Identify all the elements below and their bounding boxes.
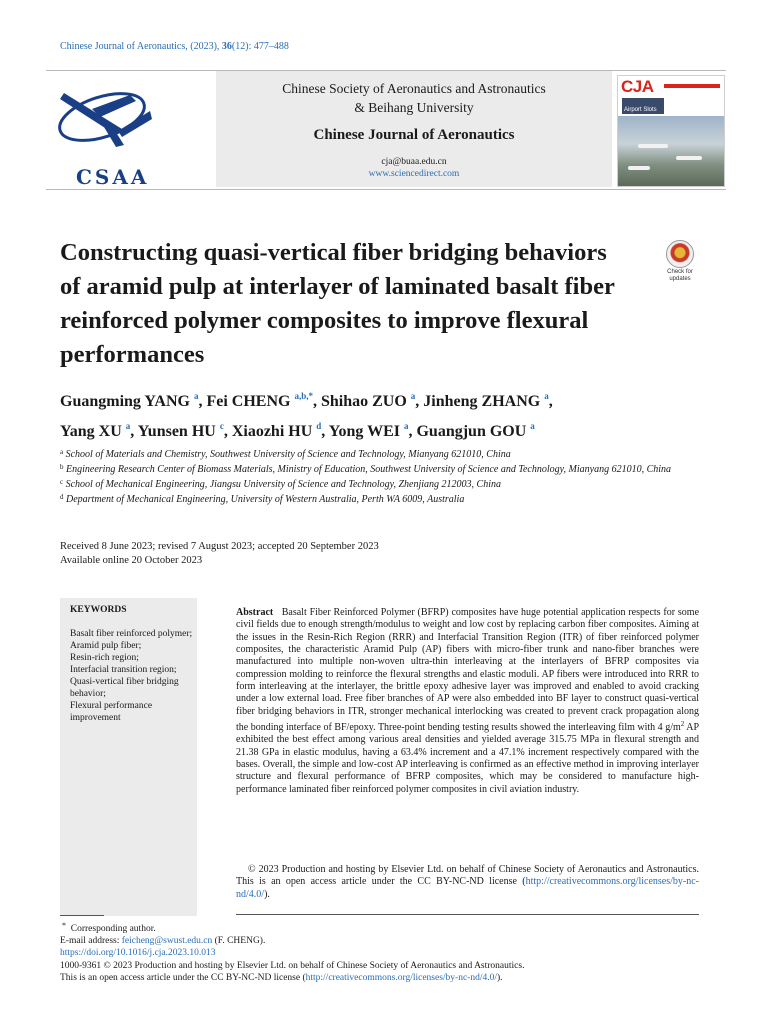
- cover-subtitle: Airport Slots: [624, 107, 657, 113]
- check-updates-label: [660, 269, 700, 283]
- license-line-start: This is an open access article under the CC BY-NC-ND license (: [60, 972, 306, 983]
- cover-subtitle-box: [622, 98, 664, 114]
- email-label: E-mail address:: [60, 936, 122, 947]
- keywords-list: [70, 628, 196, 724]
- author-separator: ,: [321, 423, 329, 440]
- author-separator: ,: [548, 393, 553, 410]
- footer-license-link[interactable]: http://creativecommons.org/licenses/by-nc-nd/4.0/: [305, 972, 497, 983]
- journal-name: Chinese Journal of Aeronautics: [313, 127, 515, 143]
- author-name[interactable]: Yong WEI: [328, 423, 400, 440]
- footnote-divider: [60, 915, 104, 916]
- affiliation-text: Engineering Research Center of Biomass Materials, Ministry of Education, Southwest University of Science and Technology, Mianyang 621010, China: [66, 464, 672, 475]
- author-name[interactable]: Guangjun GOU: [416, 423, 527, 440]
- affiliation-key: b: [60, 463, 64, 471]
- author-affiliation-marker[interactable]: a: [403, 421, 409, 431]
- author-list: [60, 384, 700, 444]
- abstract-superscript: 2: [680, 720, 685, 729]
- article-dates: [60, 540, 379, 568]
- email-note: [60, 935, 700, 947]
- footnotes: [60, 920, 700, 984]
- affiliation-item: [60, 491, 680, 506]
- author-separator: ,: [415, 393, 424, 410]
- journal-info-panel: [216, 71, 612, 187]
- cover-plane-icon: [676, 156, 702, 160]
- author-affiliation-marker[interactable]: a: [193, 391, 199, 401]
- keyword-item: Resin-rich region;: [70, 653, 139, 663]
- asterisk-marker: *: [60, 921, 66, 930]
- society-line-2: & Beihang University: [354, 100, 474, 115]
- abstract-label: Abstract: [236, 607, 274, 618]
- email-author-name: (F. CHENG).: [212, 936, 266, 947]
- aircraft-emblem-icon: [52, 75, 160, 165]
- abstract-divider: [236, 914, 699, 915]
- citation-journal: Chinese Journal of Aeronautics, (2023),: [60, 41, 222, 52]
- journal-header: [46, 70, 726, 190]
- cover-title: CJA: [621, 77, 654, 96]
- affiliation-text: School of Materials and Chemistry, Southwest University of Science and Technology, Mianyang 621010, China: [65, 449, 511, 460]
- keyword-item: Quasi-vertical fiber bridging behavior;: [70, 677, 179, 699]
- affiliation-key: c: [60, 478, 64, 486]
- keyword-item: Basalt fiber reinforced polymer;: [70, 629, 193, 639]
- keywords-panel: [60, 598, 197, 916]
- citation-issue-pages: (12): 477–488: [231, 41, 289, 52]
- keyword-item: Interfacial transition region;: [70, 665, 177, 675]
- corresponding-author-note: [60, 920, 700, 935]
- author-name[interactable]: Guangming YANG: [60, 393, 190, 410]
- author-name[interactable]: Fei CHENG: [206, 393, 291, 410]
- abstract: [236, 607, 699, 796]
- author-name[interactable]: Yunsen HU: [137, 423, 216, 440]
- author-affiliation-marker[interactable]: a,b,*: [294, 391, 313, 401]
- author-email-link[interactable]: feicheng@swust.edu.cn: [121, 936, 213, 947]
- author-separator: ,: [223, 423, 232, 440]
- keyword-item: Aramid pulp fiber;: [70, 641, 142, 651]
- check-for-updates-button[interactable]: [660, 240, 700, 282]
- author-name[interactable]: Yang XU: [60, 423, 122, 440]
- cover-plane-icon: [628, 166, 650, 170]
- society-line-1: Chinese Society of Aeronautics and Astronautics: [282, 81, 546, 96]
- author-affiliation-marker[interactable]: a: [530, 421, 535, 431]
- article-title: Constructing quasi-vertical fiber bridging behaviors of aramid pulp at interlayer of laminated basalt fiber reinforced polymer composites to improve flexural performances: [60, 239, 615, 368]
- affiliation-text: Department of Mechanical Engineering, University of Western Australia, Perth WA 6009, Australia: [66, 494, 465, 505]
- keywords-title: KEYWORDS: [70, 605, 127, 615]
- license-line: [60, 972, 700, 984]
- affiliation-list: [60, 446, 680, 506]
- author-affiliation-marker[interactable]: a: [125, 421, 131, 431]
- journal-email[interactable]: cja@buaa.edu.cn: [381, 157, 447, 167]
- doi-link[interactable]: https://doi.org/10.1016/j.cja.2023.10.013: [60, 948, 216, 959]
- abstract-copyright: [236, 864, 699, 901]
- copyright-end: ).: [264, 888, 270, 900]
- online-date: Available online 20 October 2023: [60, 555, 203, 566]
- corresponding-author-text: Corresponding author.: [70, 924, 156, 934]
- cover-accent-bar: [664, 84, 720, 88]
- affiliation-key: a: [60, 448, 64, 456]
- abstract-text-part1: Basalt Fiber Reinforced Polymer (BFRP) composites have huge potential application respects for some civil fields due to enough strength/modulus to weight and low cost by replacing carbon fiber composites. Aiming at the issues in the Resin-Rich Region (RRR) and Interfacial Transition Region (ITR) of fiber reinforced polymer composites, the characteristic Aramid Pulp (AP) fibers with micro-fiber trunk and nano-fiber branches were manufactured into multiple non-woven ultra-thin interleaving at the interlayers of BFRP composites via compression molding to reinforce the flexural strengths and elastic moduli. AP fibers were introduced into RRR to form interleaving at the interlayer, the brittle epoxy adhesive layer was improved and enabled to avoid cracking under a low external load. Free fiber branches of AP were also embedded into BF layer to construct quasi-vertical fiber bridging behaviors in ITR, stronger mechanical interlocking was created to prevent crack propagation along the bonding interface of BF/epoxy. Three-point bending testing results showed the interleaving film with 4 g/m: [236, 607, 700, 734]
- logo-text: CSAA: [76, 165, 150, 189]
- affiliation-item: [60, 476, 680, 491]
- cover-plane-icon: [638, 144, 668, 148]
- author-separator: ,: [312, 393, 321, 410]
- author-separator: ,: [130, 423, 138, 440]
- affiliation-item: [60, 461, 680, 476]
- author-affiliation-marker[interactable]: d: [316, 421, 322, 431]
- issn-line: 1000-9361 © 2023 Production and hosting by Elsevier Ltd. on behalf of Chinese Society of Aeronautics and Astronautics.: [60, 960, 525, 971]
- journal-cover-thumbnail[interactable]: [617, 75, 725, 187]
- journal-website-link[interactable]: www.sciencedirect.com: [368, 169, 460, 179]
- cover-airport-image: [618, 116, 724, 186]
- abstract-text-part2: AP exhibited the best effect among various areal densities and yielded average 315.75 MPa in flexural strength and 21.38 GPa in elastic modulus, having a 63.4% increment and a 47.1% increment respectively compared with the bases. Overall, the simple and low-cost AP interleaving is confirmed as an effective method in improving interlayer structure and flexural performance of BFRP composites, which may be considered to manufacture high-performance laminated fiber reinforced polymer composites in civil aviation industry.: [236, 722, 700, 795]
- check-updates-line1: Check for: [667, 269, 693, 275]
- author-name[interactable]: Jinheng ZHANG: [423, 393, 541, 410]
- copyright-license-link[interactable]: http://creativecommons.org/licenses/by-nc-nd/4.0/: [236, 876, 699, 900]
- author-affiliation-marker[interactable]: c: [219, 421, 224, 431]
- csaa-logo: [52, 75, 160, 189]
- citation-volume: 36: [221, 41, 232, 52]
- license-line-end: ).: [497, 972, 503, 983]
- affiliation-key: d: [60, 493, 64, 501]
- author-separator: ,: [198, 393, 207, 410]
- check-updates-icon: [666, 240, 694, 268]
- copyright-text: © 2023 Production and hosting by Elsevier Ltd. on behalf of Chinese Society of Aeronautics and Astronautics. This is an open access article under the CC BY-NC-ND license (: [236, 864, 699, 888]
- received-dates: Received 8 June 2023; revised 7 August 2023; accepted 20 September 2023: [60, 541, 379, 552]
- author-name[interactable]: Xiaozhi HU: [231, 423, 313, 440]
- author-name[interactable]: Shihao ZUO: [320, 393, 407, 410]
- journal-citation[interactable]: [60, 41, 289, 52]
- affiliation-text: School of Mechanical Engineering, Jiangsu University of Science and Technology, Zhenjiang 212003, China: [65, 479, 502, 490]
- keyword-item: Flexural performance improvement: [70, 701, 153, 723]
- author-affiliation-marker[interactable]: a: [544, 391, 549, 401]
- author-separator: ,: [408, 423, 417, 440]
- affiliation-item: [60, 446, 680, 461]
- check-updates-line2: updates: [669, 276, 691, 282]
- author-affiliation-marker[interactable]: a: [410, 391, 416, 401]
